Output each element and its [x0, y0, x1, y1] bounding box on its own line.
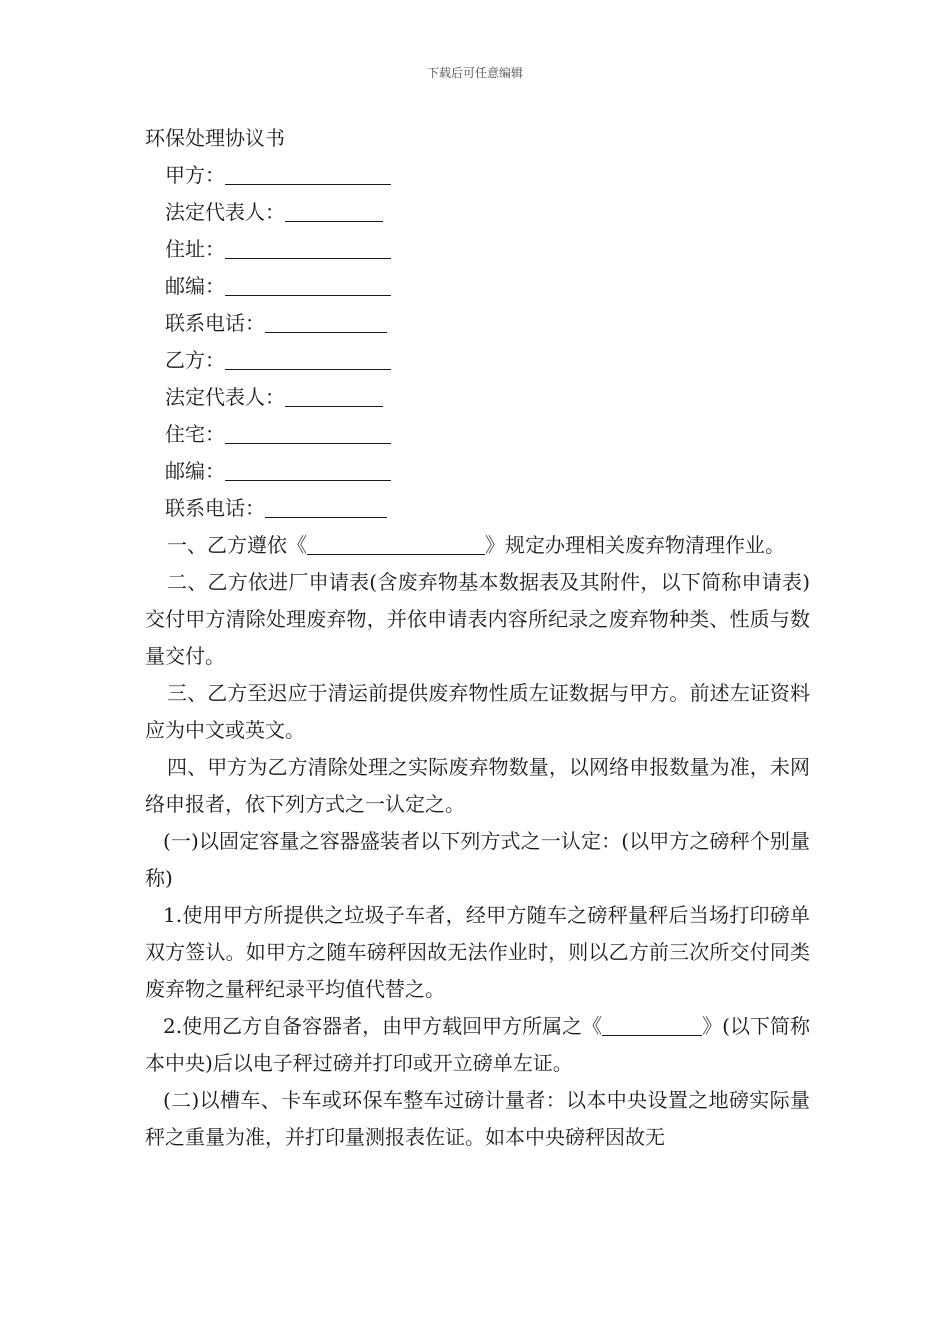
field-label: 法定代表人： — [165, 385, 285, 409]
field-party-a-address — [145, 231, 810, 268]
field-party-b-phone — [145, 490, 810, 527]
field-label: 乙方： — [165, 348, 225, 372]
field-party-b-residence — [145, 416, 810, 453]
field-party-a-postcode — [145, 268, 810, 305]
field-label: 联系电话： — [165, 496, 265, 520]
document-title: 环保处理协议书 — [145, 126, 285, 150]
field-party-a-representative — [145, 194, 810, 231]
clause-2: 二、乙方依进厂申请表(含废弃物基本数据表及其附件，以下简称申请表)交付甲方清除处理废弃物，并依申请表内容所纪录之废弃物种类、性质与数量交付。 — [145, 570, 810, 668]
blank-line — [307, 530, 485, 555]
blank-line — [225, 419, 391, 444]
field-label: 法定代表人： — [165, 200, 285, 224]
field-party-a-phone — [145, 305, 810, 342]
blank-line — [285, 382, 383, 407]
blank-line — [285, 197, 383, 222]
field-label: 住址： — [165, 237, 225, 261]
field-party-b-postcode — [145, 453, 810, 490]
blank-line — [225, 271, 391, 296]
clause-1: 一、乙方遵依《 》规定办理相关废弃物清理作业。 — [145, 527, 810, 564]
clause-4-sub-1: (一)以固定容量之容器盛装者以下列方式之一认定：(以甲方之磅秤个别量称) — [145, 829, 810, 890]
document-body — [145, 120, 810, 1156]
blank-line — [225, 345, 391, 370]
blank-line — [265, 308, 387, 333]
blank-line — [225, 160, 391, 185]
clause-4-item-1: 1.使用甲方所提供之垃圾子车者，经甲方随车之磅秤量秤后当场打印磅单双方签认。如甲方之随车磅秤因故无法作业时，则以乙方前三次所交付同类废弃物之量秤纪录平均值代替之。 — [145, 903, 810, 1001]
blank-line — [225, 456, 391, 481]
field-label: 甲方： — [165, 163, 225, 187]
field-label: 联系电话： — [165, 311, 265, 335]
blank-line — [602, 1011, 702, 1036]
field-party-b — [145, 342, 810, 379]
field-party-a — [145, 157, 810, 194]
clause-4-sub-2: (二)以槽车、卡车或环保车整车过磅计量者：以本中央设置之地磅实际量秤之重量为准，并打印量测报表佐证。如本中央磅秤因故无 — [145, 1088, 810, 1149]
blank-line — [225, 234, 391, 259]
clause-4-item-2: 2.使用乙方自备容器者，由甲方载回甲方所属之《 》(以下简称本中央)后以电子秤过磅并打印或开立磅单左证。 — [145, 1008, 810, 1082]
field-party-b-representative — [145, 379, 810, 416]
field-label: 住宅： — [165, 422, 225, 446]
field-label: 邮编： — [165, 459, 225, 483]
clause-4: 四、甲方为乙方清除处理之实际废弃物数量，以网络申报数量为准，未网络申报者，依下列方式之一认定之。 — [145, 755, 810, 816]
page-header-note: 下载后可任意编辑 — [426, 66, 523, 80]
clause-3: 三、乙方至迟应于清运前提供废弃物性质左证数据与甲方。前述左证资料应为中文或英文。 — [145, 681, 810, 742]
field-label: 邮编： — [165, 274, 225, 298]
blank-line — [265, 493, 387, 518]
